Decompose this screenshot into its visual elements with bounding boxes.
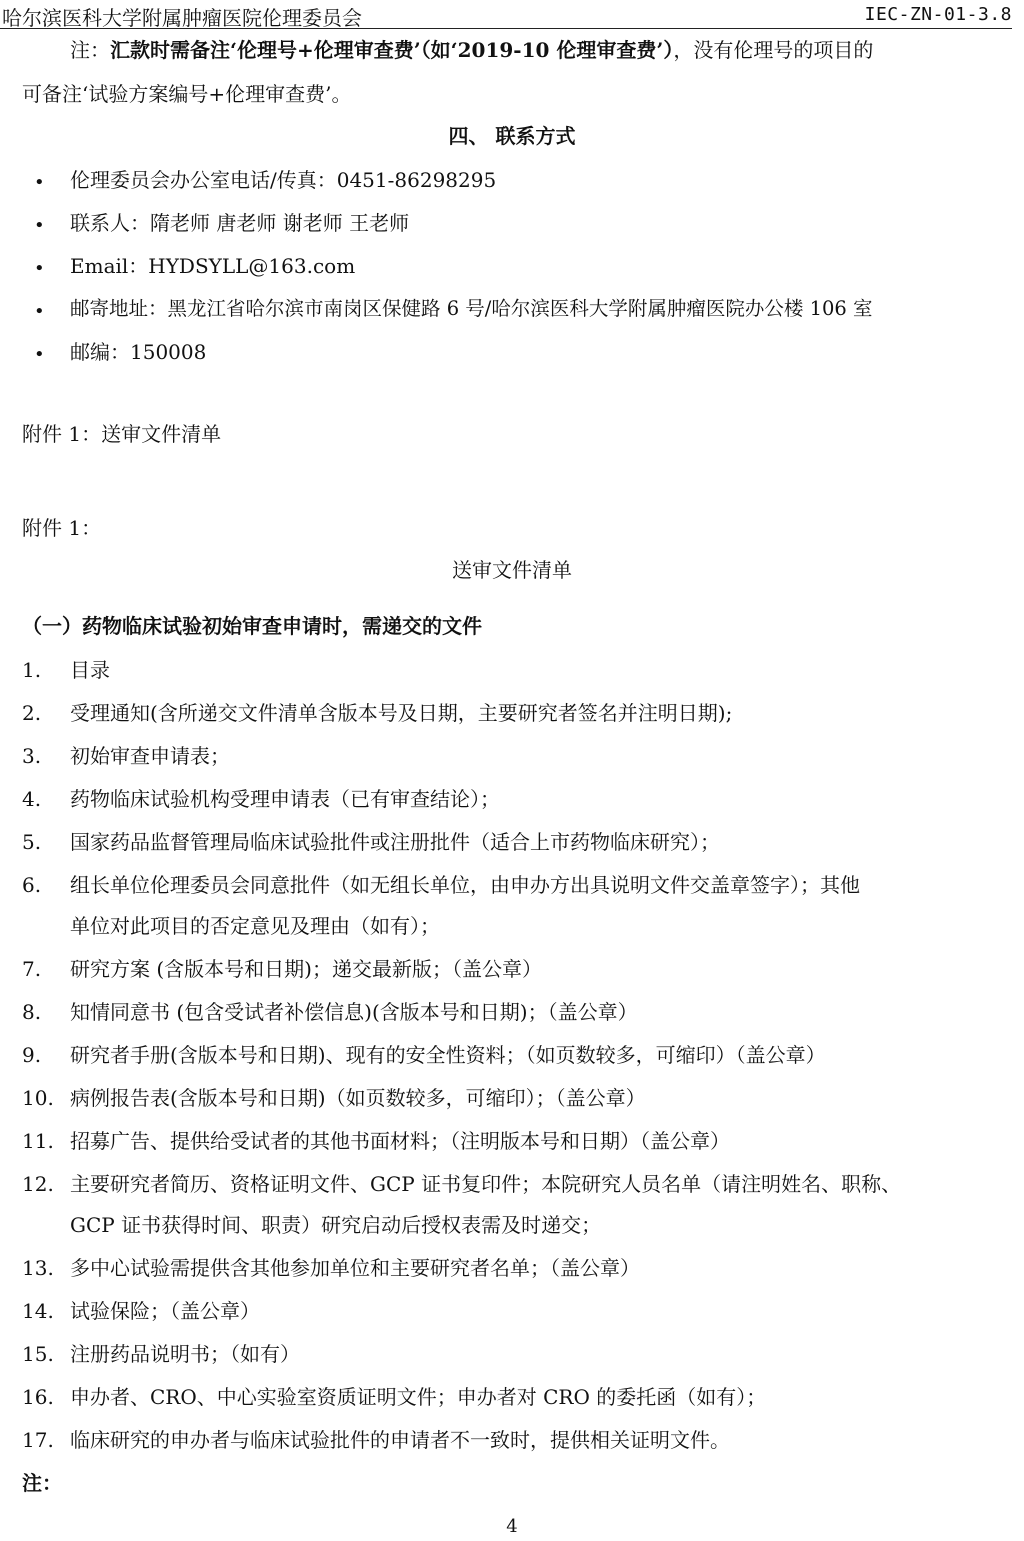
contact-postcode: 邮编：150008 <box>70 340 207 364</box>
list-item-number: 6. <box>22 873 42 897</box>
list-item: 注册药品说明书；（如有） <box>70 1342 300 1366</box>
list-item: 组长单位伦理委员会同意批件（如无组长单位，由申办方出具说明文件交盖章签字）；其他 <box>70 873 860 897</box>
bullet-icon <box>34 219 44 229</box>
list-item: 招募广告、提供给受试者的其他书面材料；（注明版本号和日期）（盖公章） <box>70 1129 730 1153</box>
page-number: 4 <box>506 1516 518 1537</box>
list-item: 受理通知(含所递交文件清单含版本号及日期，主要研究者签名并注明日期); <box>70 701 733 725</box>
list-item-number: 2. <box>22 701 42 725</box>
note-prefix: 注： <box>70 38 110 62</box>
list-item: 国家药品监督管理局临床试验批件或注册批件（适合上市药物临床研究）； <box>70 830 720 854</box>
note-top-line1 <box>70 36 873 64</box>
note-top-line2: 可备注‘试验方案编号+伦理审查费’。 <box>22 82 352 106</box>
attachment-reference: 附件 1：送审文件清单 <box>22 422 222 446</box>
list-item-number: 8. <box>22 1000 42 1024</box>
contact-persons: 联系人：隋老师 唐老师 谢老师 王老师 <box>70 211 410 235</box>
list-item: 知情同意书 (包含受试者补偿信息)(含版本号和日期)；（盖公章） <box>70 1000 638 1024</box>
bullet-icon <box>34 348 44 358</box>
contact-address: 邮寄地址：黑龙江省哈尔滨市南岗区保健路 6 号/哈尔滨医科大学附属肿瘤医院办公楼 106 室 <box>70 297 873 320</box>
bullet-icon <box>34 176 44 186</box>
bullet-icon <box>34 305 44 315</box>
contact-phone: 伦理委员会办公室电话/传真：0451-86298295 <box>70 168 497 192</box>
list-item-number: 17. <box>22 1428 54 1452</box>
list-item-number: 1. <box>22 658 42 682</box>
subsection-title: （一）药物临床试验初始审查申请时，需递交的文件 <box>22 614 482 638</box>
list-item-continuation: 单位对此项目的否定意见及理由（如有）； <box>70 914 440 938</box>
list-item-number: 10. <box>22 1086 54 1110</box>
list-item-number: 16. <box>22 1385 54 1409</box>
list-item-number: 7. <box>22 957 42 981</box>
list-item: 申办者、CRO、中心实验室资质证明文件；申办者对 CRO 的委托函（如有）； <box>70 1385 767 1409</box>
list-item: 试验保险；（盖公章） <box>70 1299 260 1323</box>
note-suffix: ，没有伦理号的项目的 <box>673 38 874 62</box>
attachment-title: 送审文件清单 <box>452 558 572 582</box>
attachment-label: 附件 1： <box>22 516 102 540</box>
list-item-continuation: GCP 证书获得时间、职责）研究启动后授权表需及时递交； <box>70 1213 602 1237</box>
header-doc-code: IEC-ZN-01-3.8 <box>864 4 1012 25</box>
list-item: 主要研究者简历、资格证明文件、GCP 证书复印件；本院研究人员名单（请注明姓名、职称、 <box>70 1172 902 1196</box>
contact-email: Email：HYDSYLL@163.com <box>70 254 356 278</box>
list-item: 临床研究的申办者与临床试验批件的申请者不一致时，提供相关证明文件。 <box>70 1428 730 1452</box>
list-item-number: 15. <box>22 1342 54 1366</box>
list-item-number: 3. <box>22 744 42 768</box>
list-item-number: 14. <box>22 1299 54 1323</box>
list-item-number: 9. <box>22 1043 42 1067</box>
note-bold: 汇款时需备注‘伦理号+伦理审查费’（如‘2019-10 伦理审查费’） <box>110 38 674 62</box>
bullet-icon <box>34 262 44 272</box>
note-bottom: 注： <box>22 1471 62 1495</box>
section-title-contact: 四、 联系方式 <box>448 124 576 148</box>
list-item: 研究者手册(含版本号和日期)、现有的安全性资料；（如页数较多，可缩印）（盖公章） <box>70 1043 826 1067</box>
list-item-number: 13. <box>22 1256 54 1280</box>
header-institution: 哈尔滨医科大学附属肿瘤医院伦理委员会 <box>2 6 362 30</box>
list-item-number: 12. <box>22 1172 54 1196</box>
list-item-number: 4. <box>22 787 42 811</box>
list-item: 研究方案 (含版本号和日期)；递交最新版；（盖公章） <box>70 957 542 981</box>
list-item: 病例报告表(含版本号和日期)（如页数较多，可缩印）；（盖公章） <box>70 1086 646 1110</box>
page-header <box>0 0 1012 29</box>
list-item: 目录 <box>70 658 110 682</box>
list-item: 多中心试验需提供含其他参加单位和主要研究者名单；（盖公章） <box>70 1256 640 1280</box>
list-item-number: 11. <box>22 1129 54 1153</box>
list-item-number: 5. <box>22 830 42 854</box>
list-item: 初始审查申请表； <box>70 744 230 768</box>
list-item: 药物临床试验机构受理申请表（已有审查结论）； <box>70 787 500 811</box>
